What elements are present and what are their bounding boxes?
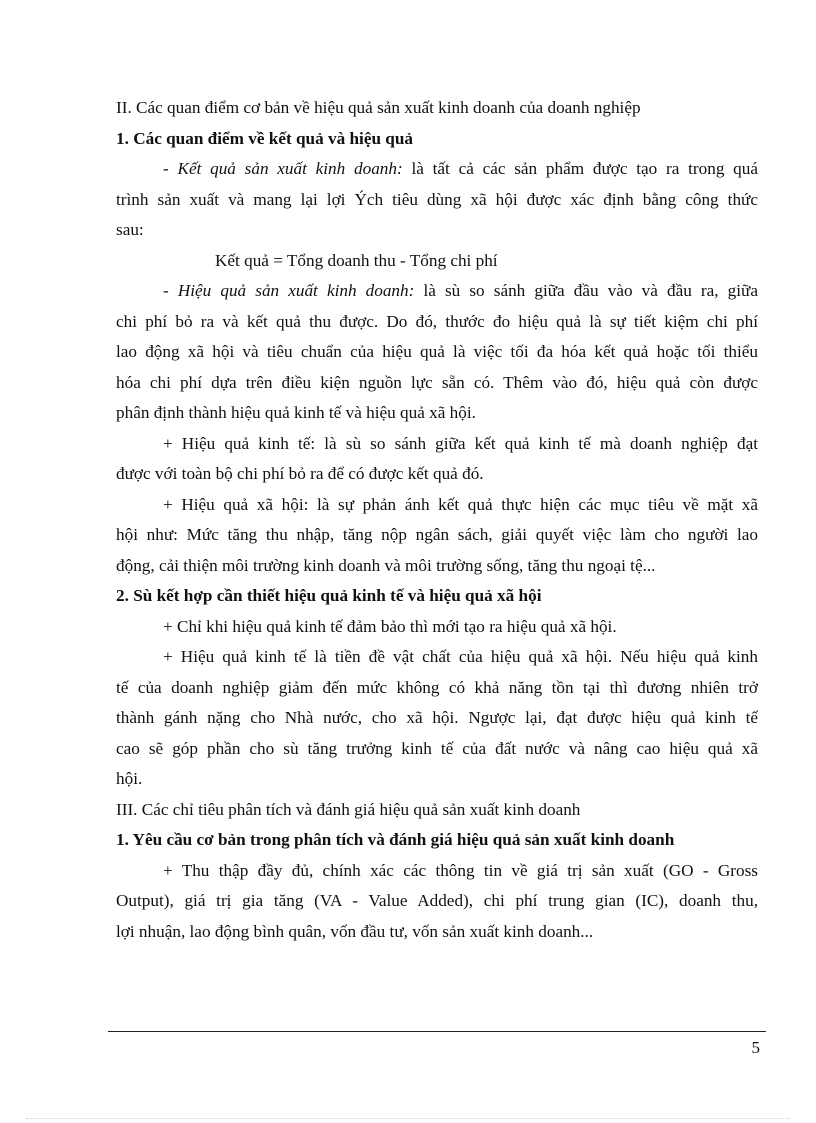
subheading-results-efficiency: 1. Các quan điểm về kết quả và hiệu quả bbox=[116, 128, 414, 148]
page-number: 5 bbox=[751, 1038, 760, 1057]
paragraph-line: hóa chi phí dựa trên điều kiện nguồn lực sẵn có. Thêm vào đó, hiệu quả còn được bbox=[116, 372, 758, 392]
paragraph-line: sau: bbox=[116, 220, 144, 239]
subheading-basic-requirements: 1. Yêu cầu cơ bản trong phân tích và đánh giá hiệu quả sản xuất kinh doanh bbox=[116, 830, 675, 849]
footer-divider bbox=[108, 1031, 766, 1032]
paragraph-line bbox=[116, 154, 758, 185]
paragraph-line: trình sản xuất và mang lại lợi Ých tiêu dùng xã hội được xác định bằng công thức bbox=[116, 189, 758, 209]
formula: Kết quả = Tổng doanh thu - Tổng chi phí bbox=[215, 250, 498, 270]
paragraph-line: động, cải thiện môi trường kinh doanh và môi trường sống, tăng thu ngoại tệ... bbox=[116, 555, 656, 575]
paragraph-line bbox=[116, 276, 758, 307]
paragraph-line: + Chỉ khi hiệu quả kinh tế đảm bảo thì mới tạo ra hiệu quả xã hội. bbox=[163, 616, 617, 636]
paragraph-line: thành gánh nặng cho Nhà nước, cho xã hội. Ngược lại, đạt được hiệu quả kinh tế bbox=[116, 708, 758, 727]
paragraph-line: lợi nhuận, lao động bình quân, vốn đầu tư, vốn sản xuất kinh doanh... bbox=[116, 921, 594, 941]
paragraph-line: lao động xã hội và tiêu chuẩn của hiệu quả là việc tối đa hóa kết quả hoặc tối thiểu bbox=[116, 342, 758, 361]
paragraph-line: Output), giá trị gia tăng (VA - Value Added), chi phí trung gian (IC), doanh thu, bbox=[116, 891, 758, 910]
paragraph-line: phân định thành hiệu quả kinh tế và hiệu quả xã hội. bbox=[116, 403, 476, 422]
paragraph-line: tế của doanh nghiệp giảm đến mức không có khả năng tồn tại thì đương nhiên trở bbox=[116, 677, 758, 697]
section-heading-iii: III. Các chỉ tiêu phân tích và đánh giá hiệu quả sản xuất kinh doanh bbox=[116, 799, 581, 819]
text-fragment: là tất cả các sản phẩm được tạo ra trong quá bbox=[402, 159, 758, 178]
term-business-efficiency: - Hiệu quả sản xuất kinh doanh: bbox=[163, 281, 415, 300]
paragraph-line: + Hiệu quả kinh tế: là sù so sánh giữa kết quả kinh tế mà doanh nghiệp đạt bbox=[163, 433, 758, 453]
paragraph-line: hội như: Mức tăng thu nhập, tăng nộp ngân sách, giải quyết việc làm cho người lao bbox=[116, 525, 758, 544]
page-bottom-border bbox=[26, 1118, 790, 1119]
paragraph-line: + Hiệu quả xã hội: là sự phản ánh kết quả thực hiện các mục tiêu về mặt xã bbox=[163, 494, 758, 514]
page-content bbox=[116, 93, 758, 947]
paragraph-line: chi phí bỏ ra và kết quả thu được. Do đó, thước đo hiệu quả là sự tiết kiệm chi phí bbox=[116, 311, 758, 331]
paragraph-line: cao sẽ góp phần cho sù tăng trưởng kinh tế của đất nước và nâng cao hiệu quả xã bbox=[116, 738, 758, 758]
subheading-economic-social-combination: 2. Sù kết hợp cần thiết hiệu quả kinh tế và hiệu quả xã hội bbox=[116, 586, 542, 605]
text-fragment: là sù so sánh giữa đầu vào và đầu ra, giữa bbox=[414, 281, 758, 300]
section-heading-ii: II. Các quan điểm cơ bản về hiệu quả sản xuất kinh doanh của doanh nghiệp bbox=[116, 98, 641, 117]
term-business-result: - Kết quả sản xuất kinh doanh: bbox=[163, 159, 403, 178]
paragraph-line: được với toàn bộ chi phí bỏ ra để có được kết quả đó. bbox=[116, 464, 484, 483]
paragraph-line: hội. bbox=[116, 769, 143, 788]
paragraph-line: + Thu thập đầy đủ, chính xác các thông tin về giá trị sản xuất (GO - Gross bbox=[163, 860, 758, 880]
paragraph-line: + Hiệu quả kinh tế là tiền đề vật chất của hiệu quả xã hội. Nếu hiệu quả kinh bbox=[163, 647, 758, 666]
